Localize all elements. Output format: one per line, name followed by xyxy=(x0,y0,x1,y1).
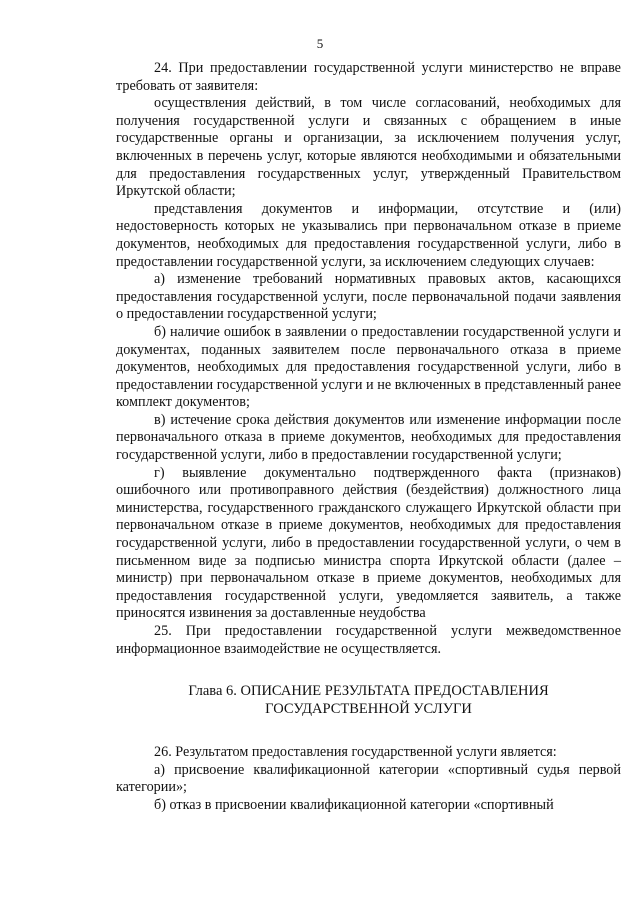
page-number: 5 xyxy=(316,36,324,51)
case-b: б) наличие ошибок в заявлении о предоставлении государственной услуги и документах, поданных заявителем после первоначального отказа в приеме документов, необходимых для предоставления государственной услуги, либо в предоставлении государственной услуги и не включенных в представленный ранее комплект документов; xyxy=(116,323,621,411)
chapter-heading-line2: ГОСУДАРСТВЕННОЙ УСЛУГИ xyxy=(265,701,472,718)
case-a: а) изменение требований нормативных правовых актов, касающихся предоставления государственной услуги, после первоначальной подачи заявления о предоставлении государственной услуги; xyxy=(116,271,621,323)
case-g: г) выявление документально подтвержденного факта (признаков) ошибочного или противоправного действия (бездействия) должностного лица министерства, государственного гражданского служащего Иркутской области при первоначальном отказе в приеме документов, необходимых для предоставления государственной услуги, либо в предоставлении государственной услуги, о чем в письменном виде за подписью министра спорта Иркутской области (далее – министр) при первоначальном отказе в приеме документов, необходимых для предоставления государственной услуги, уведомляется заявитель, а также приносятся извинения за доставленные неудобства xyxy=(116,464,621,622)
paragraph-26: 26. Результатом предоставления государственной услуги является: xyxy=(154,744,557,761)
paragraph-actions: осуществления действий, в том числе согласований, необходимых для получения государственной услуги и связанных с обращением в иные государственные органы и организации, за исключением получения услуг, включенных в перечень услуг, которые являются необходимыми и обязательными для предоставления государственных услуг, утвержденный Правительством Иркутской области; xyxy=(116,95,621,200)
paragraph-24: 24. При предоставлении государственной услуги министерство не вправе требовать от заявителя: xyxy=(116,60,621,94)
paragraph-documents: представления документов и информации, отсутствие и (или) недостоверность которых не указывались при первоначальном отказе в приеме документов, необходимых для предоставления государственной услуги, либо в предоставлении государственной услуги, за исключением следующих случаев: xyxy=(116,200,621,270)
chapter-heading xyxy=(116,682,621,718)
result-a: а) присвоение квалификационной категории «спортивный судья первой категории»; xyxy=(116,761,621,796)
case-v: в) истечение срока действия документов или изменение информации после первоначального отказа в приеме документов, необходимых для предоставления государственной услуги, либо в предоставлении государственной услуги; xyxy=(116,411,621,464)
document-body xyxy=(116,60,621,815)
paragraph-25: 25. При предоставлении государственной услуги межведомственное информационное взаимодействие не осуществляется. xyxy=(116,623,621,657)
chapter-heading-line1: Глава 6. ОПИСАНИЕ РЕЗУЛЬТАТА ПРЕДОСТАВЛЕНИЯ xyxy=(188,683,549,700)
result-b: б) отказ в присвоении квалификационной категории «спортивный xyxy=(154,796,554,813)
